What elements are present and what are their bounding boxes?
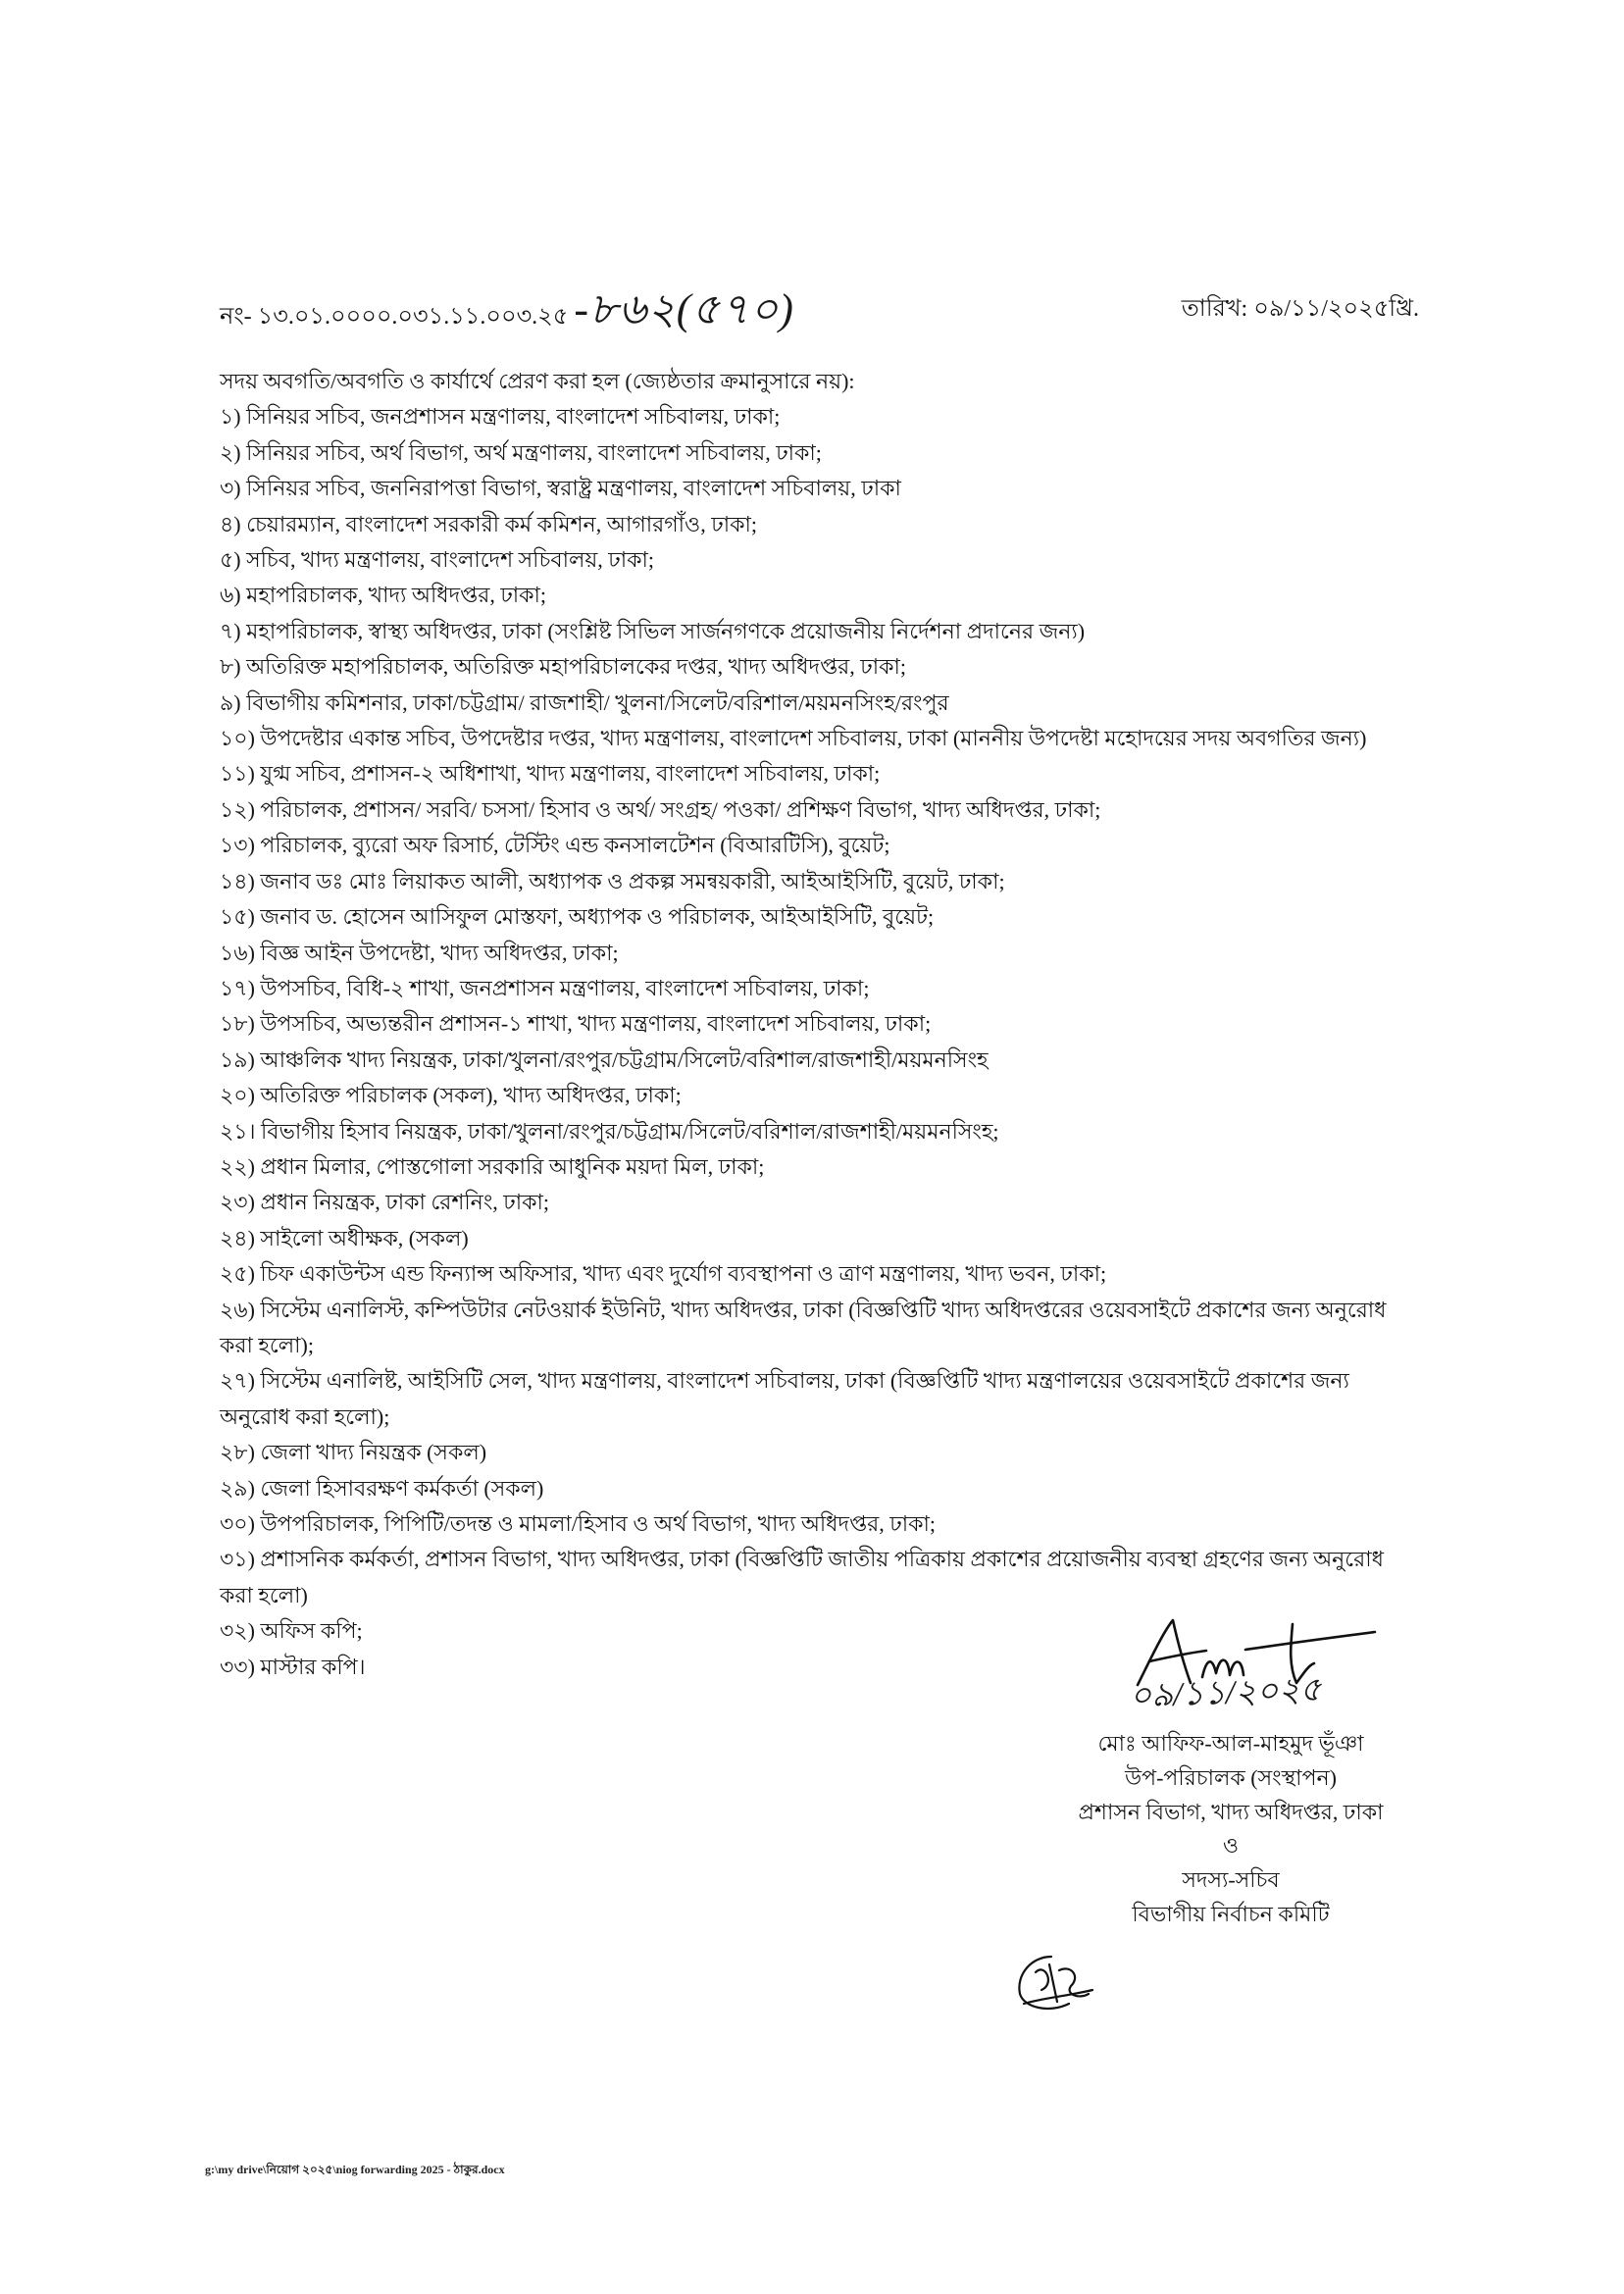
memo-reference-line [220,277,794,348]
signatory-conjunction: ও [1222,1833,1240,1859]
recipient-text: অফিস কপি; [260,1618,363,1644]
signatory-designation: উপ-পরিচালক (সংস্থাপন) [1125,1764,1337,1790]
recipient-text: উপসচিব, বিধি-২ শাখা, জনপ্রশাসন মন্ত্রণালয়, বাংলাদেশ সচিবালয়, ঢাকা; [260,975,870,1000]
recipient-item [220,435,1387,471]
recipient-number: ১৯) [220,1046,255,1072]
recipient-number: ৬) [220,583,241,608]
recipient-list [220,399,1387,1685]
recipient-text: জেলা খাদ্য নিয়ন্ত্রক (সকল) [260,1440,487,1465]
recipient-number: ২৬) [220,1297,255,1322]
signature-date: ০৯/১১/২০২৫ [1129,1671,1323,1715]
recipient-item [220,1185,1387,1220]
recipient-number: ১০) [220,726,255,751]
recipient-item [220,649,1387,685]
recipient-text: মহাপরিচালক, স্বাস্থ্য অধিদপ্তর, ঢাকা (সংশ্লিষ্ট সিভিল সার্জনগণকে প্রয়োজনীয় নির্দেশনা প্রদানের জন্য) [246,618,1086,643]
recipient-item [220,721,1387,756]
signatory-office: প্রশাসন বিভাগ, খাদ্য অধিদপ্তর, ঢাকা [1078,1799,1384,1824]
recipient-item [220,507,1387,542]
recipient-number: ২৫) [220,1261,255,1287]
recipient-number: ১৪) [220,868,255,893]
recipient-text: যুগ্ম সচিব, প্রশাসন-২ অধিশাখা, খাদ্য মন্ত্রণালয়, বাংলাদেশ সচিবালয়, ঢাকা; [260,761,881,787]
recipient-item [220,399,1387,434]
memo-date: তারিখ: ০৯/১১/২০২৫খ্রি. [1181,296,1419,322]
recipient-item [220,1221,1387,1256]
recipient-text: সাইলো অধীক্ষক, (সকল) [260,1225,469,1250]
recipient-number: ৭) [220,618,241,643]
recipient-text: উপপরিচালক, পিপিটি/তদন্ত ও মামলা/হিসাব ও অর্থ বিভাগ, খাদ্য অধিদপ্তর, ঢাকা; [260,1511,936,1536]
recipient-number: ৯) [220,689,241,715]
recipient-text: জনাব ড. হোসেন আসিফুল মোস্তফা, অধ্যাপক ও পরিচালক, আইআইসিটি, বুয়েট; [260,904,935,930]
recipient-number: ৩০) [220,1511,255,1536]
footer-file-path: g:\my drive\নিয়োগ ২০২৫\niog forwarding 2025 - ঠাকুর.docx [205,2163,505,2176]
recipient-number: ১৩) [220,833,255,858]
recipient-number: ৪) [220,511,241,536]
signatory-block [1010,1727,1451,1932]
recipient-number: ২০) [220,1083,255,1108]
recipient-number: ৩) [220,476,241,501]
recipient-item [220,1471,1387,1506]
recipient-text: জনাব ডঃ মোঃ লিয়াকত আলী, অধ্যাপক ও প্রকল্প সমন্বয়কারী, আইআইসিটি, বুয়েট, ঢাকা; [260,868,1005,893]
recipient-item [220,686,1387,721]
recipient-text: মাস্টার কপি। [260,1654,366,1679]
recipient-number: ২) [220,439,241,465]
recipient-text: জেলা হিসাবরক্ষণ কর্মকর্তা (সকল) [260,1475,544,1501]
recipient-number: ১) [220,404,241,430]
recipient-number: ১২) [220,796,255,822]
recipient-text: উপসচিব, অভ্যন্তরীন প্রশাসন-১ শাখা, খাদ্য মন্ত্রণালয়, বাংলাদেশ সচিবালয়, ঢাকা; [260,1011,932,1037]
signatory-name: মোঃ আফিফ-আল-মাহমুদ ভূঁঞা [1097,1731,1364,1756]
recipient-number: ১৮) [220,1011,255,1037]
recipient-number: ২৪) [220,1225,255,1250]
recipient-text: পরিচালক, ব্যুরো অফ রিসার্চ, টেস্টিং এন্ড কনসালটেশন (বিআরটিসি), বুয়েট; [260,833,890,858]
recipient-item [220,1542,1387,1613]
recipient-item [220,792,1387,828]
recipient-number: ২৭) [220,1368,255,1394]
recipient-item [220,828,1387,863]
recipient-number: ৩২) [220,1618,255,1644]
recipient-item [220,1435,1387,1470]
recipient-text: অতিরিক্ত পরিচালক (সকল), খাদ্য অধিদপ্তর, ঢাকা; [260,1083,682,1108]
recipient-number: ৮) [220,654,241,680]
signatory-committee: বিভাগীয় নির্বাচন কমিটি [1132,1901,1330,1926]
recipient-item [220,1114,1387,1149]
recipient-item [220,864,1387,899]
distribution-body [220,364,1387,1685]
recipient-item [220,1293,1387,1364]
recipient-number: ১৬) [220,940,255,965]
recipient-number: ৫) [220,547,241,573]
recipient-text: প্রশাসনিক কর্মকর্তা, প্রশাসন বিভাগ, খাদ্য অধিদপ্তর, ঢাকা (বিজ্ঞপ্তিটি জাতীয় পত্রিকায় প্রকাশের প্রয়োজনীয় ব্যবস্থা গ্রহণের জন্য অনুরোধ করা হলো) [220,1547,1384,1607]
recipient-number: ৩১) [220,1547,255,1572]
recipient-number: ২৯) [220,1475,255,1501]
recipient-item [220,756,1387,791]
recipient-number: ২৩) [220,1190,255,1215]
recipient-item [220,936,1387,971]
recipient-text: সিনিয়র সচিব, জনপ্রশাসন মন্ত্রণালয়, বাংলাদেশ সচিবালয়, ঢাকা; [246,404,781,430]
recipient-item [220,1043,1387,1078]
recipient-item [220,899,1387,935]
recipient-item [220,471,1387,506]
recipient-text: সিনিয়র সচিব, জননিরাপত্তা বিভাগ, স্বরাষ্ট্র মন্ত্রণালয়, বাংলাদেশ সচিবালয়, ঢাকা [246,476,901,501]
recipient-text: চিফ একাউন্টস এন্ড ফিন্যান্স অফিসার, খাদ্য এবং দুর্যোগ ব্যবস্থাপনা ও ত্রাণ মন্ত্রণালয়, খাদ্য ভবন, ঢাকা; [260,1261,1107,1287]
recipient-number: ২৮) [220,1440,255,1465]
recipient-text: সচিব, খাদ্য মন্ত্রণালয়, বাংলাদেশ সচিবালয়, ঢাকা; [246,547,655,573]
recipient-number: ১১) [220,761,255,787]
recipient-item [220,1078,1387,1113]
memo-number: নং- ১৩.০১.০০০০.০৩১.১১.০০৩.২৫ [220,304,569,330]
recipient-text: চেয়ারম্যান, বাংলাদেশ সরকারী কর্ম কমিশন, আগারগাঁও, ঢাকা; [246,511,757,536]
recipient-number: ৩৩) [220,1654,255,1679]
recipient-text: বিভাগীয় হিসাব নিয়ন্ত্রক, ঢাকা/খুলনা/রংপুর/চট্টগ্রাম/সিলেট/বরিশাল/রাজশাহী/ময়মনসিংহ; [260,1118,999,1144]
recipient-item [220,1149,1387,1185]
memo-number-handwritten: -৮৬২(৫৭০) [574,285,794,333]
recipient-item [220,614,1387,649]
recipient-item [220,1506,1387,1542]
recipient-number: ২১। [220,1118,256,1144]
recipient-text: অতিরিক্ত মহাপরিচালক, অতিরিক্ত মহাপরিচালকের দপ্তর, খাদ্য অধিদপ্তর, ঢাকা; [246,654,906,680]
recipient-number: ২২) [220,1153,255,1179]
recipient-text: বিভাগীয় কমিশনার, ঢাকা/চট্টগ্রাম/ রাজশাহী/ খুলনা/সিলেট/বরিশাল/ময়মনসিংহ/রংপুর [246,689,949,715]
recipient-text: উপদেষ্টার একান্ত সচিব, উপদেষ্টার দপ্তর, খাদ্য মন্ত্রণালয়, বাংলাদেশ সচিবালয়, ঢাকা (মাননীয় উপদেষ্টা মহোদয়ের সদয় অবগতির জন্য) [260,726,1367,751]
recipient-item [220,971,1387,1006]
recipient-text: সিস্টেম এনালিস্ট, কম্পিউটার নেটওয়ার্ক ইউনিট, খাদ্য অধিদপ্তর, ঢাকা (বিজ্ঞপ্তিটি খাদ্য অধিদপ্তরের ওয়েবসাইটে প্রকাশের জন্য অনুরোধ করা হলো); [220,1297,1387,1357]
recipient-text: আঞ্চলিক খাদ্য নিয়ন্ত্রক, ঢাকা/খুলনা/রংপুর/চট্টগ্রাম/সিলেট/বরিশাল/রাজশাহী/ময়মনসিংহ [260,1046,989,1072]
recipient-text: প্রধান নিয়ন্ত্রক, ঢাকা রেশনিং, ঢাকা; [260,1190,549,1215]
intro-text: সদয় অবগতি/অবগতি ও কার্যার্থে প্রেরণ করা হল (জ্যেষ্ঠতার ক্রমানুসারে নয়): [220,369,855,393]
recipient-item [220,542,1387,578]
recipient-item [220,578,1387,613]
recipient-text: সিস্টেম এনালিষ্ট, আইসিটি সেল, খাদ্য মন্ত্রণালয়, বাংলাদেশ সচিবালয়, ঢাকা (বিজ্ঞপ্তিটি খাদ্য মন্ত্রণালয়ের ওয়েবসাইটে প্রকাশের জন্য অনুরোধ করা হলো); [220,1368,1349,1429]
recipient-item [220,1363,1387,1435]
recipient-item [220,1256,1387,1292]
recipient-text: পরিচালক, প্রশাসন/ সরবি/ চসসা/ হিসাব ও অর্থ/ সংগ্রহ/ পওকা/ প্রশিক্ষণ বিভাগ, খাদ্য অধিদপ্তর, ঢাকা; [260,796,1101,822]
recipient-text: প্রধান মিলার, পোস্তগোলা সরকারি আধুনিক ময়দা মিল, ঢাকা; [260,1153,765,1179]
signatory-role: সদস্য-সচিব [1182,1867,1280,1893]
recipient-number: ১৫) [220,904,255,930]
recipient-item [220,1006,1387,1042]
recipient-text: মহাপরিচালক, খাদ্য অধিদপ্তর, ঢাকা; [246,583,547,608]
recipient-text: বিজ্ঞ আইন উপদেষ্টা, খাদ্য অধিদপ্তর, ঢাকা; [260,940,619,965]
initial-mark [1010,1947,1098,2015]
recipient-number: ১৭) [220,975,255,1000]
recipient-text: সিনিয়র সচিব, অর্থ বিভাগ, অর্থ মন্ত্রণালয়, বাংলাদেশ সচিবালয়, ঢাকা; [246,439,822,465]
